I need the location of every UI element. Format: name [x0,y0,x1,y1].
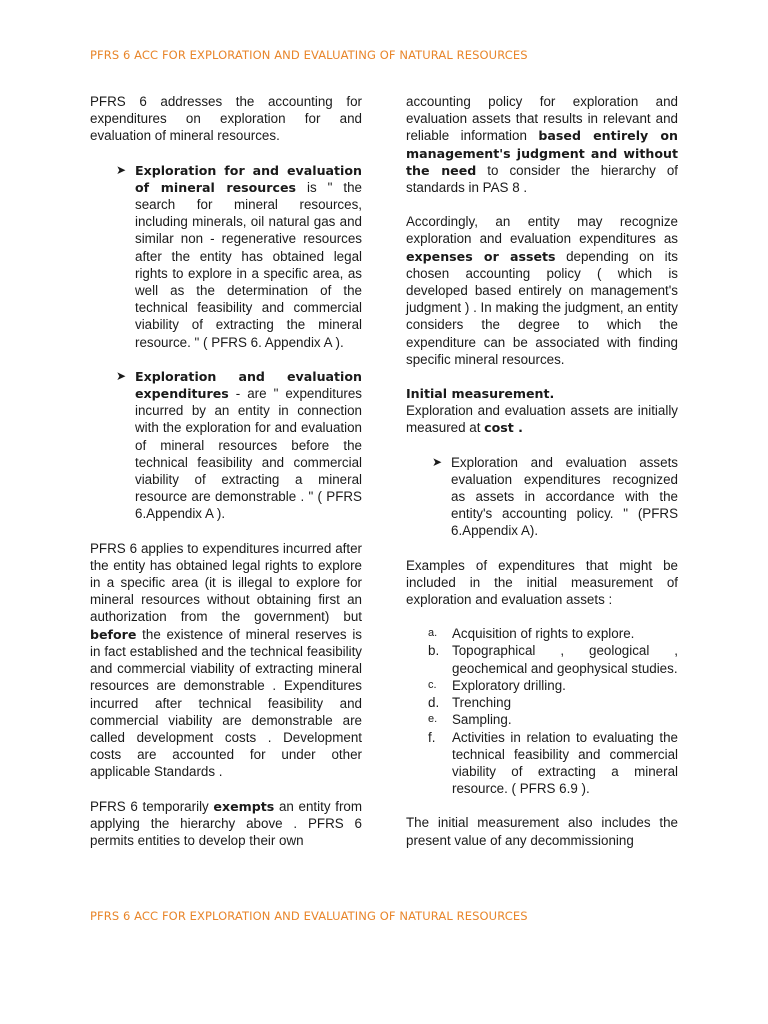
text-run: to consider the hierarchy of standards in PAS 8 . [406,162,678,196]
term-expenditures: Exploration and evaluation expenditures [135,368,362,402]
list-text: Exploratory drilling. [452,677,566,693]
recognition-paragraph [406,213,678,368]
intro-paragraph: PFRS 6 addresses the accounting for expenditures on exploration for and evaluation of mineral resources. [90,94,362,144]
list-text: Topographical , geological , geochemical and geophysical studies. [452,643,678,676]
bold-before: before [90,626,137,642]
page-header: PFRS 6 ACC FOR EXPLORATION AND EVALUATING OF NATURAL RESOURCES [90,48,528,62]
arrow-bullet-icon: ➤ [116,162,127,177]
bold-expenses-assets: expenses or assets [406,248,556,264]
text-run: Accordingly, an entity may recognize exploration and evaluation expenditures as [406,214,678,247]
list-text: Acquisition of rights to explore. [452,626,635,642]
definition-text: - are " expenditures incurred by an entity in connection with the exploration for and evaluation of mineral resources before the technical feasibility and commercial viability of extracting a mineral resource are demonstrable . " ( PFRS 6.Appendix A ). [135,386,362,522]
examples-paragraph: Examples of expenditures that might be included in the initial measurement of exploration and evaluation assets : [406,557,678,608]
list-item [406,729,678,798]
bullet-assets-recognized [406,454,678,540]
text-run: an entity from applying the hierarchy above . PFRS 6 permits entities to develop their own [90,798,362,848]
left-column [90,93,362,866]
text-run: accounting policy for exploration and evaluation assets that results in relevant and reliable information [406,94,678,144]
definition-text: is " the search for mineral resources, including minerals, oil natural gas and similar non - regenerative resources after the entity has obtained legal rights to explore in a specific area, as well as the determination of the technical feasibility and commercial viability of extracting the mineral resource. " ( PFRS 6. Appendix A ). [135,179,363,350]
bold-management-judgment: based entirely on management's judgment and without the need [406,128,678,178]
list-marker: f. [428,729,436,745]
heading-initial-measurement: Initial measurement. [406,386,555,402]
text-run: PFRS 6 applies to expenditures incurred after the entity has obtained legal rights to explore in a specific area (it is illegal to explore for mineral resources without obtaining first an authorization from the government) but [90,540,362,625]
decommissioning-paragraph: The initial measurement also includes the present value of any decommissioning [406,815,678,848]
policy-paragraph [406,93,678,196]
exemption-paragraph [90,798,362,850]
bold-cost: cost . [484,420,523,436]
list-item [406,642,678,676]
list-item [406,711,678,728]
list-text: Activities in relation to evaluating the technical feasibility and commercial viability of extracting a mineral resource. ( PFRS 6.9 ). [452,729,678,797]
bold-exempts: exempts [213,798,275,814]
list-item [406,677,678,694]
section-heading [406,385,678,402]
list-item [406,625,678,642]
bullet-expenditures-definition [90,368,362,523]
term-exploration: Exploration for and evaluation of mineral resources [135,162,362,195]
text-run: the existence of mineral reserves is in fact established and the technical feasibility and commercial viability of extracting mineral resources are demonstrable . Expenditures incurred after technical feasibility and commercial viability are demonstrable are called development costs . Development costs are accounted for under other applicable Standards . [90,626,362,780]
scope-paragraph [90,540,362,781]
list-text: Trenching [452,695,512,711]
arrow-bullet-icon: ➤ [432,454,443,469]
text-run: PFRS 6 temporarily [90,798,214,814]
bullet-text: Exploration and evaluation assets evaluation expenditures recognized as assets in accordance with the entity's accounting policy. " (PFRS 6.Appendix A). [451,454,678,539]
arrow-bullet-icon: ➤ [116,368,127,383]
list-marker: c. [428,678,437,691]
examples-list [406,625,678,797]
list-item [406,694,678,711]
page-footer: PFRS 6 ACC FOR EXPLORATION AND EVALUATING OF NATURAL RESOURCES [90,909,528,923]
list-marker: e. [428,713,438,726]
list-marker: a. [428,627,438,640]
text-run: Exploration and evaluation assets are initially measured at [406,403,678,436]
right-column [406,93,678,866]
measurement-paragraph [406,402,678,436]
bullet-exploration-definition [90,162,362,351]
list-marker: b. [428,643,440,659]
list-text: Sampling. [452,712,512,728]
text-run: depending on its chosen accounting policy ( which is developed based entirely on management's judgment ) . In making the judgment, an entity considers the degree to which the expenditure can be associated with finding specific mineral resources. [406,248,679,367]
list-marker: d. [428,695,440,711]
